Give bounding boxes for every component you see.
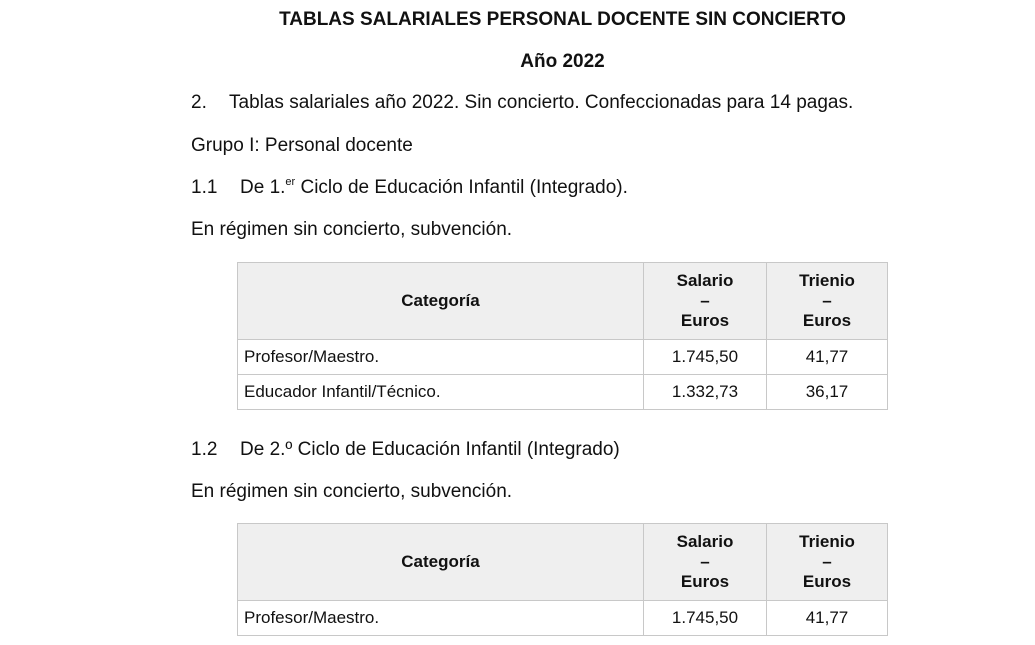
subsection-text: De 2.º Ciclo de Educación Infantil (Integrado) xyxy=(240,439,620,460)
header-trienio xyxy=(767,263,888,340)
cell-category: Profesor/Maestro. xyxy=(238,340,644,375)
salary-table-1-2 xyxy=(237,523,888,636)
group-heading: Grupo I: Personal docente xyxy=(191,135,413,156)
cell-category: Profesor/Maestro. xyxy=(238,601,644,636)
subsection-number: 1.1 xyxy=(191,177,218,198)
document-title: TABLAS SALARIALES PERSONAL DOCENTE SIN CONCIERTO xyxy=(279,9,846,30)
header-salary-line3: Euros xyxy=(680,572,730,591)
header-trienio-line3: Euros xyxy=(802,311,852,330)
header-salary-line2: – xyxy=(700,291,710,310)
section-number: 2. xyxy=(191,92,207,113)
subsection-number: 1.2 xyxy=(191,439,218,460)
subsection-superscript: er xyxy=(285,176,296,188)
header-salary-line3: Euros xyxy=(680,311,730,330)
header-salary-line2: – xyxy=(700,552,710,571)
cell-category: Educador Infantil/Técnico. xyxy=(238,375,644,410)
header-trienio-line2: – xyxy=(822,291,832,310)
header-trienio-line3: Euros xyxy=(802,572,852,591)
table-row xyxy=(238,340,888,375)
header-trienio xyxy=(767,524,888,601)
table-row xyxy=(238,375,888,410)
table-header-row xyxy=(238,263,888,340)
header-salary-line1: Salario xyxy=(676,271,734,290)
cell-trienio: 41,77 xyxy=(767,601,888,636)
header-salary xyxy=(644,524,767,601)
subsection-1-2-heading xyxy=(191,439,620,461)
header-category: Categoría xyxy=(238,263,644,340)
section-2-heading xyxy=(191,92,853,114)
cell-trienio: 41,77 xyxy=(767,340,888,375)
header-trienio-line2: – xyxy=(822,552,832,571)
subsection-1-1-heading xyxy=(191,177,628,199)
subsection-1-1-regime: En régimen sin concierto, subvención. xyxy=(191,219,513,240)
cell-salary: 1.745,50 xyxy=(644,601,767,636)
cell-salary: 1.745,50 xyxy=(644,340,767,375)
cell-trienio: 36,17 xyxy=(767,375,888,410)
subsection-text-before: De 1. xyxy=(240,177,286,198)
header-salary xyxy=(644,263,767,340)
cell-salary: 1.332,73 xyxy=(644,375,767,410)
section-text: Tablas salariales año 2022. Sin concierto. Confeccionadas para 14 pagas. xyxy=(229,92,854,113)
subsection-text-after: Ciclo de Educación Infantil (Integrado). xyxy=(295,177,628,198)
header-trienio-line1: Trienio xyxy=(799,271,855,290)
subsection-1-2-regime: En régimen sin concierto, subvención. xyxy=(191,481,513,502)
salary-table-1-1 xyxy=(237,262,888,410)
table-row xyxy=(238,601,888,636)
header-salary-line1: Salario xyxy=(676,532,734,551)
header-category: Categoría xyxy=(238,524,644,601)
table-header-row xyxy=(238,524,888,601)
header-trienio-line1: Trienio xyxy=(799,532,855,551)
year-heading: Año 2022 xyxy=(520,51,605,72)
